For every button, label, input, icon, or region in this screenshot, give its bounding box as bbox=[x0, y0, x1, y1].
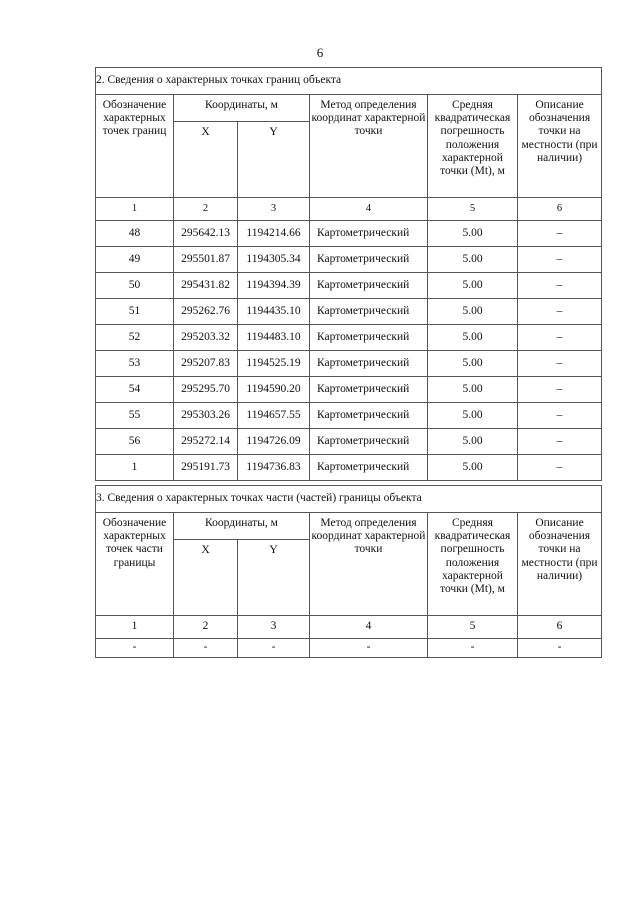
cell-y: - bbox=[238, 639, 310, 658]
boundary-points-table bbox=[95, 67, 602, 481]
header-error: Средняя квадратическая погрешность положения характерной точки (Mt), м bbox=[428, 95, 518, 198]
cell-point: 52 bbox=[96, 325, 174, 351]
cell-point: 1 bbox=[96, 455, 174, 481]
column-number: 4 bbox=[310, 616, 428, 639]
cell-method: Картометрический bbox=[310, 403, 428, 429]
section-title: 2. Сведения о характерных точках границ объекта bbox=[96, 68, 602, 95]
cell-description: – bbox=[518, 299, 602, 325]
column-number: 2 bbox=[174, 616, 238, 639]
header-designation: Обозначение характерных точек части границы bbox=[96, 513, 174, 616]
cell-error: 5.00 bbox=[428, 429, 518, 455]
cell-method: Картометрический bbox=[310, 299, 428, 325]
header-method: Метод определения координат характерной точки bbox=[310, 95, 428, 198]
cell-x: 295642.13 bbox=[174, 221, 238, 247]
table-row bbox=[96, 403, 602, 429]
table-row bbox=[96, 351, 602, 377]
cell-y: 1194590.20 bbox=[238, 377, 310, 403]
cell-description: – bbox=[518, 273, 602, 299]
column-number: 6 bbox=[518, 616, 602, 639]
cell-x: 295303.26 bbox=[174, 403, 238, 429]
cell-y: 1194726.09 bbox=[238, 429, 310, 455]
header-coordinates: Координаты, м bbox=[174, 513, 310, 540]
cell-description: – bbox=[518, 377, 602, 403]
column-number-row bbox=[96, 198, 602, 221]
header-description: Описание обозначения точки на местности (при наличии) bbox=[518, 95, 602, 198]
cell-error: 5.00 bbox=[428, 221, 518, 247]
cell-x: 295262.76 bbox=[174, 299, 238, 325]
cell-description: – bbox=[518, 247, 602, 273]
table-row bbox=[96, 273, 602, 299]
table-row bbox=[96, 639, 602, 658]
header-description: Описание обозначения точки на местности (при наличии) bbox=[518, 513, 602, 616]
column-number: 5 bbox=[428, 198, 518, 221]
cell-error: 5.00 bbox=[428, 325, 518, 351]
cell-y: 1194525.19 bbox=[238, 351, 310, 377]
cell-method: Картометрический bbox=[310, 325, 428, 351]
cell-error: 5.00 bbox=[428, 299, 518, 325]
cell-method: Картометрический bbox=[310, 221, 428, 247]
column-number: 1 bbox=[96, 198, 174, 221]
cell-point: 54 bbox=[96, 377, 174, 403]
cell-error: 5.00 bbox=[428, 403, 518, 429]
column-number: 6 bbox=[518, 198, 602, 221]
cell-description: – bbox=[518, 221, 602, 247]
cell-error: 5.00 bbox=[428, 247, 518, 273]
cell-y: 1194483.10 bbox=[238, 325, 310, 351]
cell-x: 295203.32 bbox=[174, 325, 238, 351]
cell-method: Картометрический bbox=[310, 247, 428, 273]
table-row bbox=[96, 325, 602, 351]
header-error: Средняя квадратическая погрешность положения характерной точки (Mt), м bbox=[428, 513, 518, 616]
page-number: 6 bbox=[316, 45, 324, 60]
cell-y: 1194736.83 bbox=[238, 455, 310, 481]
cell-y: 1194394.39 bbox=[238, 273, 310, 299]
header-x: X bbox=[174, 122, 238, 198]
cell-x: 295191.73 bbox=[174, 455, 238, 481]
cell-point: 56 bbox=[96, 429, 174, 455]
table-row bbox=[96, 299, 602, 325]
header-x: X bbox=[174, 540, 238, 616]
column-number: 3 bbox=[238, 616, 310, 639]
cell-x: 295272.14 bbox=[174, 429, 238, 455]
column-number: 3 bbox=[238, 198, 310, 221]
table-row bbox=[96, 247, 602, 273]
cell-method: Картометрический bbox=[310, 351, 428, 377]
header-method: Метод определения координат характерной точки bbox=[310, 513, 428, 616]
cell-x: 295431.82 bbox=[174, 273, 238, 299]
cell-error: 5.00 bbox=[428, 377, 518, 403]
part-boundary-points-table bbox=[95, 485, 602, 658]
cell-point: 55 bbox=[96, 403, 174, 429]
cell-method: Картометрический bbox=[310, 377, 428, 403]
cell-error: 5.00 bbox=[428, 351, 518, 377]
column-number: 5 bbox=[428, 616, 518, 639]
table-row bbox=[96, 221, 602, 247]
header-y: Y bbox=[238, 122, 310, 198]
cell-y: 1194214.66 bbox=[238, 221, 310, 247]
table-row bbox=[96, 455, 602, 481]
column-number-row bbox=[96, 616, 602, 639]
cell-point: - bbox=[96, 639, 174, 658]
header-designation: Обозначение характерных точек границ bbox=[96, 95, 174, 198]
cell-y: 1194657.55 bbox=[238, 403, 310, 429]
cell-x: 295207.83 bbox=[174, 351, 238, 377]
cell-point: 53 bbox=[96, 351, 174, 377]
cell-point: 49 bbox=[96, 247, 174, 273]
cell-description: – bbox=[518, 403, 602, 429]
cell-description: - bbox=[518, 639, 602, 658]
cell-description: – bbox=[518, 325, 602, 351]
cell-description: – bbox=[518, 455, 602, 481]
column-number: 1 bbox=[96, 616, 174, 639]
header-y: Y bbox=[238, 540, 310, 616]
cell-method: Картометрический bbox=[310, 429, 428, 455]
column-number: 2 bbox=[174, 198, 238, 221]
cell-error: 5.00 bbox=[428, 455, 518, 481]
section-title: 3. Сведения о характерных точках части (частей) границы объекта bbox=[96, 486, 602, 513]
cell-method: Картометрический bbox=[310, 455, 428, 481]
cell-point: 51 bbox=[96, 299, 174, 325]
cell-x: 295501.87 bbox=[174, 247, 238, 273]
cell-x: - bbox=[174, 639, 238, 658]
table-row bbox=[96, 377, 602, 403]
column-number: 4 bbox=[310, 198, 428, 221]
cell-x: 295295.70 bbox=[174, 377, 238, 403]
cell-point: 48 bbox=[96, 221, 174, 247]
table-row bbox=[96, 429, 602, 455]
cell-method: Картометрический bbox=[310, 273, 428, 299]
cell-method: - bbox=[310, 639, 428, 658]
cell-description: – bbox=[518, 351, 602, 377]
header-coordinates: Координаты, м bbox=[174, 95, 310, 122]
cell-point: 50 bbox=[96, 273, 174, 299]
cell-y: 1194435.10 bbox=[238, 299, 310, 325]
cell-description: – bbox=[518, 429, 602, 455]
cell-error: 5.00 bbox=[428, 273, 518, 299]
cell-y: 1194305.34 bbox=[238, 247, 310, 273]
cell-error: - bbox=[428, 639, 518, 658]
